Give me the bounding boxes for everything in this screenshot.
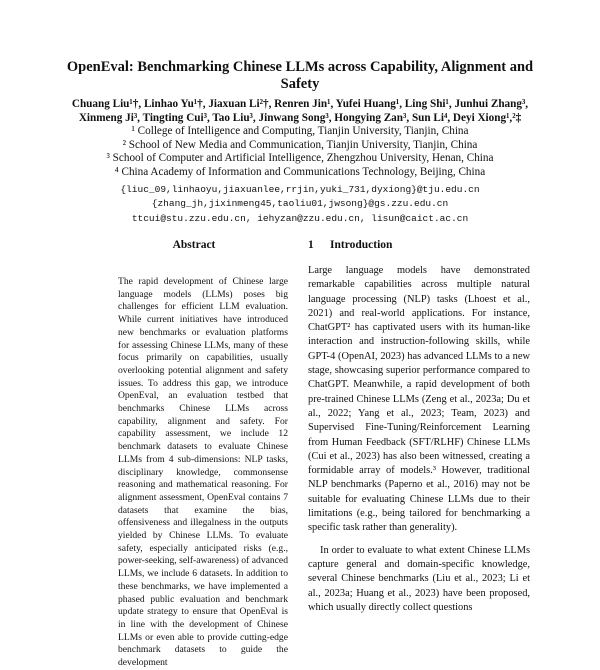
- abstract-heading: Abstract: [172, 239, 216, 251]
- paragraph: Large language models have demonstrated remarkable capabilities across multiple natural language processing (NLP) tasks (Lhoest et al., 2021) and real-world applications. For instance, ChatGPT² has captivated users with its human-like interaction and instruction-following skills, while GPT-4 (OpenAI, 2023) has advanced LLMs to a new stage, showcasing superior performance compared to ChatGPT. Meanwhile, a rapid development of both pre-trained Chinese LLMs (Zeng et al., 2023a; Du et al., 2022; Yang et al., 2023; Team, 2023) and Supervised Fine-Tuning/Reinforcement Learning from Human Feedback (SFT/RLHF) Chinese LLMs (Cui et al., 2023) has also been witnessed, creating a formidable array of models.³ However, traditional NLP benchmarks (Paperno et al., 2016) may not be suitable for evaluating Chinese LLMs due to their limitations (e.g., being tailored for benchmarking a specific task rather than generality).: [308, 265, 530, 534]
- affiliation: ² School of New Media and Communication, Tianjin University, Tianjin, China: [122, 138, 478, 151]
- paper-title: OpenEval: Benchmarking Chinese LLMs across Capability, Alignment and Safety: [66, 59, 534, 92]
- paragraph: In order to evaluate to what extent Chinese LLMs capture general and domain-specific knowledge, several Chinese benchmarks (Liu et al., 2023; Li et al., 2023a; Huang et al., 2023) have been proposed, which usually directly collect questions: [308, 544, 530, 613]
- affiliation-list: [40, 125, 560, 179]
- author-list: [40, 98, 560, 125]
- email-line: ttcui@stu.zzu.edu.cn, iehyzan@zzu.edu.cn, lisun@caict.ac.cn: [131, 212, 469, 224]
- affiliation: ⁴ China Academy of Information and Communications Technology, Beijing, China: [114, 165, 486, 178]
- section-heading-introduction: [308, 239, 508, 251]
- email-list: [40, 183, 560, 226]
- author-line: Xinmeng Ji³, Tingting Cui³, Tao Liu³, Jinwang Song³, Hongying Zan³, Sun Li⁴, Deyi Xiong¹,²‡: [78, 111, 522, 124]
- introduction-text: [308, 264, 530, 615]
- author-line: Chuang Liu¹†, Linhao Yu¹†, Jiaxuan Li²†, Renren Jin¹, Yufei Huang¹, Ling Shi¹, Junhui Zhang³,: [71, 98, 529, 110]
- affiliation: ¹ College of Intelligence and Computing, Tianjin University, Tianjin, China: [131, 125, 469, 137]
- affiliation: ³ School of Computer and Artificial Intelligence, Zhengzhou University, Henan, China: [106, 152, 494, 165]
- email-line: {liuc_09,linhaoyu,jiaxuanlee,rrjin,yuki_731,dyxiong}@tju.edu.cn: [120, 184, 480, 195]
- section-number: 1: [308, 239, 314, 251]
- email-line: {zhang_jh,jixinmeng45,taoliu01,jwsong}@gs.zzu.edu.cn: [151, 198, 449, 210]
- abstract-text: The rapid development of Chinese large language models (LLMs) poses big challenges for efficient LLM evaluation. While current initiatives have introduced new benchmarks or evaluation platforms for assessing Chinese LLMs, many of these focus primarily on capabilities, usually overlooking potential alignment and safety issues. To address this gap, we introduce OpenEval, an evaluation testbed that benchmarks Chinese LLMs across capability, alignment and safety. For capability assessment, we include 12 benchmark datasets to evaluate Chinese LLMs from 4 sub-dimensions: NLP tasks, disciplinary knowledge, commonsense reasoning and mathematical reasoning. For alignment assessment, OpenEval contains 7 datasets that examine the bias, offensiveness and illegalness in the outputs yielded by Chinese LLMs. To evaluate safety, especially anticipated risks (e.g., power-seeking, self-awareness) of advanced LLMs, we include 6 datasets. In addition to these benchmarks, we have implemented a phased public evaluation and benchmark update strategy to ensure that OpenEval is in line with the development of Chinese LLMs or even able to provide cutting-edge benchmark datasets to guide the development: [118, 276, 288, 669]
- section-title: Introduction: [330, 239, 393, 251]
